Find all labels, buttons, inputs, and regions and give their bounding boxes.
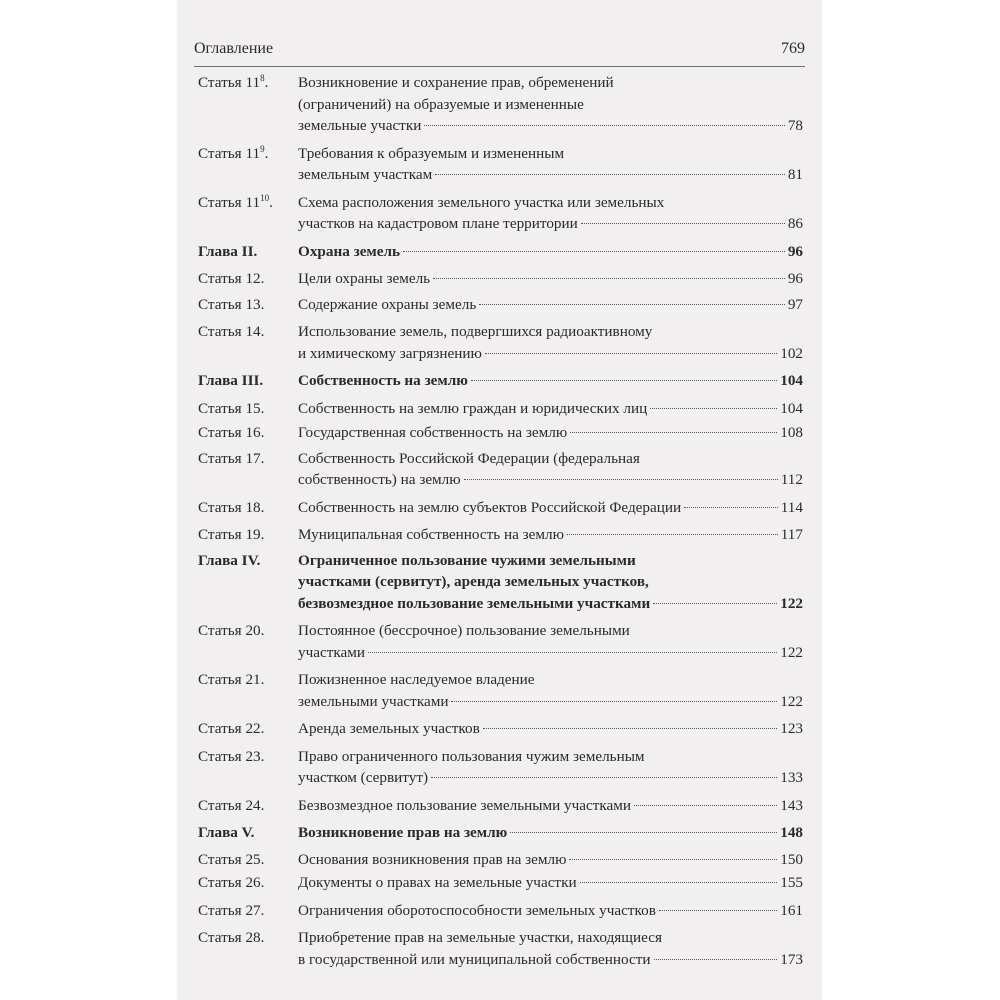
dot-leader — [431, 777, 777, 778]
toc-entry-title-line: участком (сервитут) — [298, 769, 429, 786]
toc-entry — [198, 669, 803, 712]
toc-entry-title-line: безвозмездное пользование земельными участками — [298, 594, 651, 612]
toc-entry-page: 123 — [780, 720, 803, 737]
toc-entry-page: 86 — [787, 215, 803, 232]
dot-leader — [650, 408, 777, 409]
toc-entry-title-line: (ограничений) на образуемые и измененные — [298, 95, 584, 113]
toc-entry-title-line: Аренда земельных участков — [298, 720, 480, 737]
toc-entry — [198, 321, 803, 364]
toc-entry-title-line: земельным участкам — [298, 166, 433, 183]
toc-entry-title-line: Приобретение прав на земельные участки, находящиеся — [298, 929, 662, 946]
toc-entry-title-line: Государственная собственность на землю — [298, 424, 568, 441]
toc-entry-page: 78 — [787, 117, 803, 134]
toc-entry-label: Статья 17. — [198, 449, 265, 467]
toc-entry — [198, 524, 803, 546]
toc-entry-title-line: Безвозмездное пользование земельными участками — [298, 796, 632, 814]
toc-chapter — [198, 550, 803, 615]
toc-entry-label: Статья 19. — [198, 526, 265, 543]
toc-entry-title-line: Право ограниченного пользования чужим земельным — [298, 747, 645, 765]
toc-entry-page: 104 — [780, 372, 803, 389]
toc-entry — [198, 422, 803, 444]
toc-entry-page: 96 — [787, 270, 803, 287]
toc-entry-title-line: и химическому загрязнению — [298, 344, 482, 362]
toc-entry-page: 133 — [780, 769, 803, 786]
toc-entry-label: Статья 14. — [198, 323, 265, 340]
toc-chapter — [198, 822, 803, 844]
toc-entry — [198, 849, 803, 871]
dot-leader — [684, 507, 778, 508]
toc-entry-title-line: Муниципальная собственность на землю — [298, 526, 564, 543]
toc-entry-page: 122 — [780, 594, 803, 612]
toc-entry-title-line: Цели охраны земель — [298, 270, 431, 287]
toc-entry-page: 143 — [780, 796, 803, 814]
dot-leader — [451, 701, 777, 702]
toc-entry-label: Статья $11^{10}$. — [198, 192, 273, 211]
page-number: 769 — [781, 40, 805, 57]
dot-leader — [479, 304, 785, 305]
toc-entry-label: Статья $11^8$. — [198, 72, 269, 91]
toc-entry-label: Статья 21. — [198, 671, 265, 688]
dot-leader — [433, 278, 785, 279]
toc-chapter — [198, 370, 803, 392]
toc-entry-label: Статья 20. — [198, 622, 265, 639]
dot-leader — [659, 910, 777, 911]
toc-chapter — [198, 241, 803, 263]
toc-entry-page: 122 — [780, 692, 803, 710]
dot-leader — [653, 603, 777, 604]
toc-entry-page: 117 — [780, 526, 803, 543]
toc-entry-label: Статья 26. — [198, 874, 265, 891]
toc-entry — [198, 795, 803, 817]
toc-entry — [198, 72, 803, 137]
toc-entry-label-superscript: 10 — [260, 192, 270, 203]
toc-entry-title-line: Схема расположения земельного участка или земельных — [298, 193, 665, 211]
toc-entry-label: Статья 24. — [198, 796, 265, 814]
toc-entry-title-line: Собственность на землю субъектов Российской Федерации — [298, 498, 682, 516]
dot-leader — [435, 174, 785, 175]
toc-entry-page: 102 — [780, 344, 803, 362]
toc-entry — [198, 398, 803, 420]
toc-entry-label: Статья 12. — [198, 270, 265, 287]
toc-entry-label: Глава III. — [198, 372, 264, 389]
toc-entry-label: Глава IV. — [198, 551, 261, 569]
toc-entry-label: Статья 27. — [198, 901, 265, 919]
toc-entry-title-line: Использование земель, подвергшихся радиоактивному — [298, 323, 653, 340]
dot-leader — [570, 432, 777, 433]
toc-entry-page: 150 — [780, 850, 803, 868]
toc-entry-label: Статья 15. — [198, 399, 265, 417]
toc-entry-label: Статья $11^9$. — [198, 143, 269, 162]
toc-entry-label-superscript: 9 — [260, 143, 265, 154]
toc-entry-page: 161 — [780, 901, 803, 919]
toc-entry-label: Статья 13. — [198, 295, 265, 313]
toc-entry — [198, 746, 803, 789]
toc-entry-page: 155 — [780, 874, 803, 891]
toc-entry-title-line: Основания возникновения прав на землю — [298, 850, 567, 868]
toc-entry-label: Глава V. — [198, 824, 255, 841]
dot-leader — [510, 832, 777, 833]
dot-leader — [464, 479, 778, 480]
toc-entry — [198, 143, 803, 186]
dot-leader — [424, 125, 784, 126]
running-header — [194, 36, 805, 67]
toc-entry-page: 112 — [780, 471, 803, 488]
toc-entry-page: 122 — [780, 643, 803, 661]
toc-entry-title-line: участков на кадастровом плане территории — [298, 215, 578, 232]
toc-entry — [198, 294, 803, 316]
dot-leader — [654, 959, 778, 960]
toc-entry-title-line: Требования к образуемым и измененным — [298, 144, 565, 162]
dot-leader — [569, 859, 777, 860]
toc-entry-page: 97 — [787, 295, 803, 313]
toc-entry-page: 104 — [780, 399, 803, 417]
toc-entry-label: Статья 22. — [198, 720, 265, 737]
toc-entry — [198, 927, 803, 970]
toc-entry-label-superscript: 8 — [260, 72, 265, 83]
toc-entry-page: 148 — [780, 824, 803, 841]
dot-leader — [634, 805, 777, 806]
toc-entry-label: Статья 18. — [198, 498, 265, 516]
toc-entry-title-line: участками — [298, 643, 365, 661]
toc-entry-title-line: Охрана земель — [298, 242, 401, 260]
toc-entry-title-line: Содержание охраны земель — [298, 295, 477, 313]
toc-entry-title-line: Собственность на землю граждан и юридических лиц — [298, 399, 648, 417]
dot-leader — [567, 534, 778, 535]
dot-leader — [403, 251, 785, 252]
toc-entry-title-line: Собственность Российской Федерации (федеральная — [298, 449, 640, 467]
toc-entry-label: Глава II. — [198, 242, 258, 260]
dot-leader — [581, 223, 785, 224]
toc-entry-title-line: земельные участки — [298, 117, 422, 134]
toc-entry-label: Статья 25. — [198, 850, 265, 868]
toc-entry-title-line: земельными участками — [298, 692, 449, 710]
toc-entry-title-line: Возникновение прав на землю — [298, 824, 508, 841]
toc-entry — [198, 900, 803, 922]
toc-entry-title-line: Документы о правах на земельные участки — [298, 874, 577, 891]
toc-entry-page: 108 — [780, 424, 803, 441]
toc-entry-title-line: Постоянное (бессрочное) пользование земельными — [298, 622, 630, 639]
toc-entry-title-line: участками (сервитут), аренда земельных участков, — [298, 573, 649, 590]
toc-entry-title-line: Пожизненное наследуемое владение — [298, 671, 535, 688]
toc-entry-title-line: Ограниченное пользование чужими земельными — [298, 551, 636, 569]
toc-entry-page: 173 — [780, 950, 803, 968]
dot-leader — [580, 882, 778, 883]
toc-entry-label: Статья 28. — [198, 929, 265, 946]
dot-leader — [483, 728, 777, 729]
toc-entry — [198, 872, 803, 894]
toc-entry-title-line: в государственной или муниципальной собственности — [298, 950, 651, 968]
toc-entry — [198, 268, 803, 290]
toc-entry — [198, 620, 803, 663]
toc-entry — [198, 497, 803, 519]
book-page — [178, 0, 821, 1000]
toc-entry — [198, 192, 803, 235]
toc-entry-title-line: Собственность на землю — [298, 372, 468, 389]
toc-entry-label: Статья 16. — [198, 424, 265, 441]
dot-leader — [368, 652, 777, 653]
toc-entry-page: 96 — [787, 242, 803, 260]
toc-entry-label: Статья 23. — [198, 747, 265, 765]
toc-entry — [198, 718, 803, 740]
toc-entry-page: 81 — [787, 166, 803, 183]
toc-entry-page: 114 — [780, 498, 803, 516]
toc-entry-title-line: собственность) на землю — [298, 471, 461, 488]
running-header-title: Оглавление — [194, 40, 274, 57]
toc-entry-title-line: Возникновение и сохранение прав, обременений — [298, 74, 614, 91]
toc-entry — [198, 448, 803, 491]
toc-entry-title-line: Ограничения оборотоспособности земельных участков — [298, 901, 656, 919]
dot-leader — [471, 380, 777, 381]
table-of-contents — [198, 72, 803, 976]
dot-leader — [485, 353, 777, 354]
